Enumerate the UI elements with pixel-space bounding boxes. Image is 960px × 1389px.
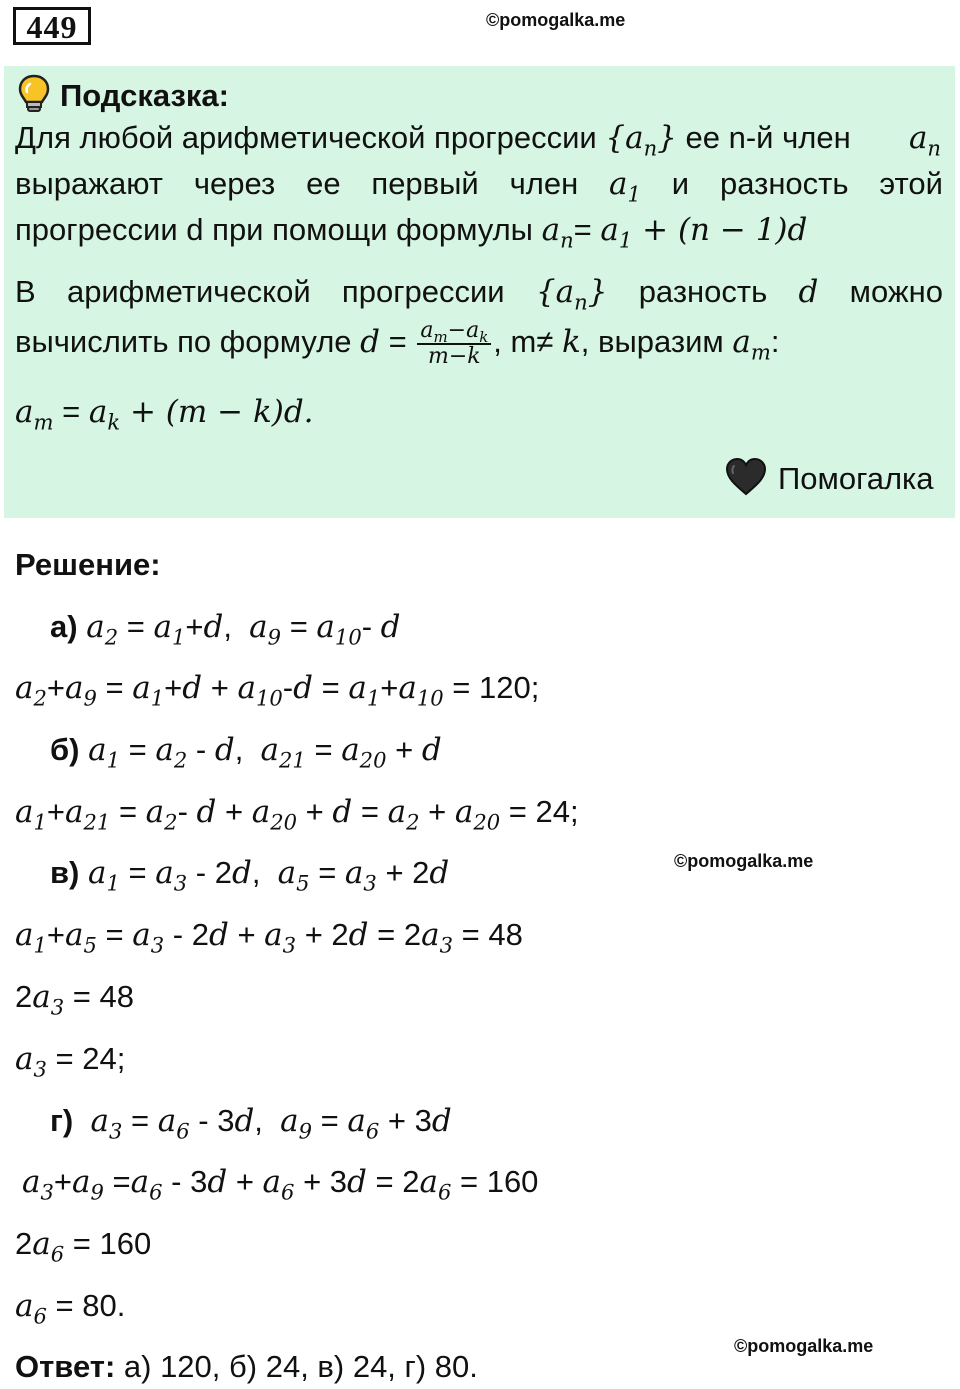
problem-number: 449	[13, 7, 91, 45]
watermark-bottom: ©pomogalka.me	[734, 1336, 874, 1356]
solution-v-line3: $2a_3 = 48$	[15, 979, 134, 1020]
watermark-middle: ©pomogalka.me	[674, 851, 814, 871]
answer-line: Ответ: а) 120, б) 24, в) 24, г) 80.	[15, 1349, 478, 1384]
brand-name: Помогалка	[778, 461, 934, 496]
solution-g-line3: $2a_6 = 160$	[15, 1226, 152, 1267]
watermark-top: ©pomogalka.me	[486, 10, 626, 30]
heart-icon	[724, 457, 768, 497]
fraction-d: $\frac{a_m-a_k}{m-k}$	[417, 319, 491, 369]
solution-a-line2: $a_2+a_9 = a_1+d + a_{10}-d = a_1+a_{10} = 120$;	[15, 670, 540, 711]
hint-p3: $a_m = a_k + (m - k)d$.	[15, 394, 314, 435]
hint-title: Подсказка:	[60, 78, 229, 113]
solution-g-line1: г) $a_3 = a_6 - 3d$, $a_9 = a_6 + 3d$	[50, 1103, 452, 1144]
lightbulb-icon	[17, 74, 51, 114]
solution-g-line2: $a_3+a_9 =a_6 - 3d + a_6 + 3d = 2a_6 = 160$	[22, 1164, 539, 1205]
hint-p1-line3: прогрессии d при помощи формулы $a_n= a_1 + (n - 1)d$	[15, 212, 808, 253]
hint-p1-line2: выражают через ее первый член $a_1$ и разность этой	[15, 166, 943, 207]
solution-b-line2: $a_1+a_{21} = a_2-$ $d + a_{20} + d = a_2 + a_{20} = 24$;	[15, 794, 579, 835]
solution-v-line2: $a_1+a_5 = a_3 - 2d + a_3 + 2d = 2a_3 = 48$	[15, 917, 523, 958]
solution-a-line1: а) $a_2 = a_1+d$, $a_9 = a_{10}-$ d	[50, 609, 401, 650]
hint-p2-line1: В арифметической прогрессии $\{a_n\}$ разность d можно	[15, 274, 943, 315]
solution-g-line4: $a_6 = 80$.	[15, 1288, 126, 1329]
solution-v-line4: $a_3 = 24$;	[15, 1041, 126, 1082]
hint-p2-line2: вычислить по формуле d = $\frac{a_m-a_k}{m-k}$ , m≠ k, выразим $a_m$:	[15, 317, 780, 369]
solution-b-line1: б) $a_1 = a_2 - d$, $a_{21} = a_{20} + d$	[50, 732, 442, 773]
solution-v-line1: в) $a_1 = a_3 - 2d$, $a_5 = a_3 + 2d$	[50, 855, 450, 896]
hint-p1-line1: Для любой арифметической прогрессии $\{a_n\}$ ее n-й член $a_n$	[15, 120, 941, 161]
solution-title: Решение:	[15, 547, 161, 582]
